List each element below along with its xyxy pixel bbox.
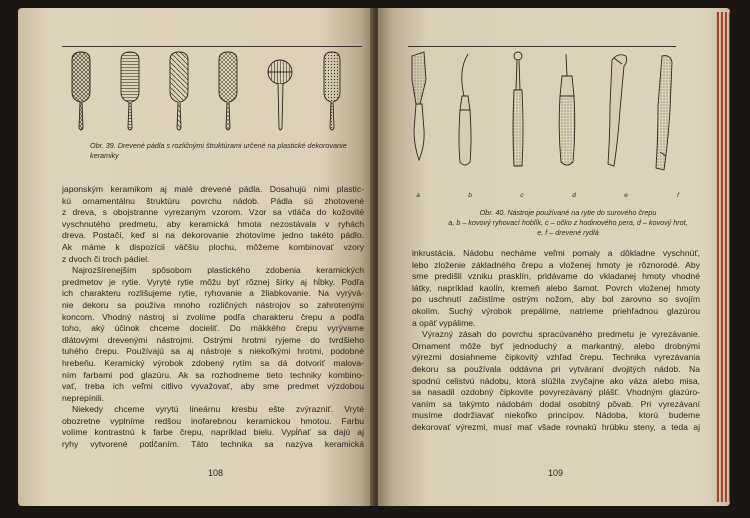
tool-e: [608, 55, 627, 166]
text-line: dlátovými drevenými nástrojmi. Ostrými hrotmi ryjeme do tvrdšieho: [62, 334, 364, 345]
text-line: sme predišli vzniku prasklín, pridávame do vkladanej hmoty vhodné: [412, 271, 700, 282]
paddle-3: [170, 52, 188, 130]
text-line: okolím. Suchý výrobok prepálime, natrieme priehľadnou glazúrou: [412, 305, 700, 316]
tool-label-e: e: [624, 192, 628, 199]
tool-label-a: a: [416, 192, 420, 199]
text-line: vaním sa takýmto nádobám dodal osobitný pôvab. Pri vyrezávaní: [412, 398, 700, 409]
text-line: Najrozšírenejším spôsobom plastického zdobenia keramických: [72, 265, 364, 276]
top-rule: [62, 46, 362, 47]
figure-40-caption: [438, 208, 698, 238]
text-line: spodnú celistvú nádobu, ktorá slúžila zvyčajne ako váza alebo misa,: [412, 375, 700, 386]
text-line: tuhého črepu. Používajú sa aj nástroje s niekoľkými hrotmi, podobné: [62, 346, 364, 357]
text-line: japonským keramikom aj malé drevené pádla. Dosahujú nimi plastic-: [62, 184, 364, 194]
left-page: [18, 8, 374, 506]
tool-label-d: d: [572, 192, 576, 199]
right-page: [378, 8, 730, 506]
text-line: Výrazný zásah do povrchu spracúvaného predmetu je vyrezávanie.: [422, 329, 700, 340]
text-line: dekorovať výrezmi, musí mať všade rovnakú hrúbku steny, a teda aj: [412, 421, 700, 432]
text-line: musíme dodržiavať niekoľko princípov. Nádoba, ktorú budeme: [412, 410, 700, 421]
page-number-right: 109: [548, 468, 564, 478]
tool-c: [513, 52, 523, 166]
text-line: ryhy vytvorené potĺčaním. Táto technika sa nazýva keramická: [62, 439, 364, 450]
figure-40-tools: [408, 50, 688, 200]
tool-d: [559, 54, 575, 165]
tool-label-c: c: [520, 192, 524, 199]
text-line: volíme kontrastnú k farbe črepu, napríklad bielu. Vypĺňať sa dajú aj: [62, 427, 364, 438]
text-line: vať, treba ich veľmi citlivo vyvažovať, aby sme predmet výzdobou: [62, 381, 364, 392]
text-line: lebo zloženie základného črepu a vloženej hmoty je rôznorodé. Aby: [412, 259, 700, 270]
top-rule: [408, 46, 676, 47]
paddle-1: [72, 52, 90, 130]
text-line: hrebeňu. Keramický výrobok zdobený rytím sa dá dotvoriť malova-: [62, 357, 364, 368]
figure-39-caption: Obr. 39. Drevené pádla s rozličnými štruktúrami určené na plastické dekorovanie keramiky: [90, 141, 347, 160]
text-line: obozretne vyplníme redšou inofarebnou keramickou hmotou. Farbu: [62, 415, 364, 426]
text-line: Niekedy chceme vyrytú lineárnu kresbu ešte zvýrazniť. Vryté: [72, 404, 364, 415]
text-line: ich charakteru rozlišujeme rytie, ryhovanie a žliabkovanie. Na vyrývá-: [62, 288, 364, 299]
paddles-illustration: [66, 48, 366, 136]
page-edges: [716, 12, 730, 502]
paddle-5: [268, 60, 292, 130]
tool-label-f: f: [677, 192, 679, 199]
text-line: koncom. Vhodný nástroj si zvolíme podľa charakteru črepu a podľa: [62, 311, 364, 322]
text-line: Ornament môže byť jednoduchý a markantný, alebo drobnými: [412, 340, 700, 351]
caption-line-2: a, b – kovový ryhovací hoblík, c – očko z hodinového pera, d – kovový hrot,: [448, 218, 688, 227]
tool-a: [412, 52, 426, 160]
text-line: po uschnutí začistíme ostrým nožom, aby bol zarovno so svojím: [412, 294, 700, 305]
text-line: nie dekoru sa používa mnoho rozličných nástrojov so zahrotenými: [62, 299, 364, 310]
text-line: dekoru sa používala oddávna pri vytváraní dvojitých nádob. Na: [412, 363, 700, 374]
text-line: látky, napríklad kaolín, kremeň alebo šamot. Povrch vloženej hmoty: [412, 282, 700, 293]
text-line: sa nasadil ozdobný čipkovite povyrezávaný plášť. Vhodným glazúro-: [412, 387, 700, 398]
text-line: kú ornamentálnu štruktúru povrchu nádob. Pádla sú zhotovené: [62, 195, 364, 206]
tool-label-b: b: [468, 192, 472, 199]
text-line: a opäť vypálime.: [412, 317, 476, 328]
figure-39-paddles: [66, 48, 366, 136]
tool-f: [656, 56, 672, 170]
paddle-4: [219, 52, 237, 130]
text-line: výrezmi dosiahneme čipkovitý vzhľad črepu. Technika vyrezávania: [412, 352, 700, 363]
text-line: toho, aký účinok chceme docieliť. Do mäkkého črepu vyrývame: [62, 323, 364, 334]
text-line: Ak máme k dispozícii väčšiu plochu, môžeme kombinovať vzory: [62, 241, 364, 252]
tool-b: [459, 54, 471, 165]
text-line: inkrustácia. Nádobu necháme veľmi pomaly a dôkladne vyschnúť,: [412, 248, 700, 258]
right-body-text: [412, 248, 700, 434]
caption-title: Obr. 40. Nástroje používané na rytie do surového črepu: [479, 208, 657, 217]
text-line: vyschnutého predmetu, aby keramická hmota nezostávala v ryhách: [62, 218, 364, 229]
caption-line-3: e, f – drevené rydlá: [537, 228, 599, 237]
tools-illustration: [408, 50, 688, 200]
page-number-left: 108: [208, 468, 224, 478]
paddle-6: [324, 52, 340, 130]
left-body-text: [62, 184, 364, 451]
text-line: neprepínili.: [62, 392, 105, 403]
text-line: z dvoch či troch pádiel.: [62, 253, 150, 264]
text-line: dreva. Postačí, keď si na dekorovanie zhotovíme jedno takéto pádlo.: [62, 230, 364, 241]
text-line: predmetov je rytie. Vyryté rytie môžu byť rôznej šírky aj hĺbky. Podľa: [62, 276, 364, 287]
text-line: z dreva, s obojstranne vyrezaným vzorom. Vzor sa vtláča do kožovité: [62, 207, 364, 218]
open-book: [18, 8, 730, 506]
text-line: ním farbami pod glazúru. Ak sa rozhodneme tieto techniky kombino-: [62, 369, 364, 380]
tool-labels: [408, 192, 688, 199]
paddle-2: [121, 52, 139, 130]
